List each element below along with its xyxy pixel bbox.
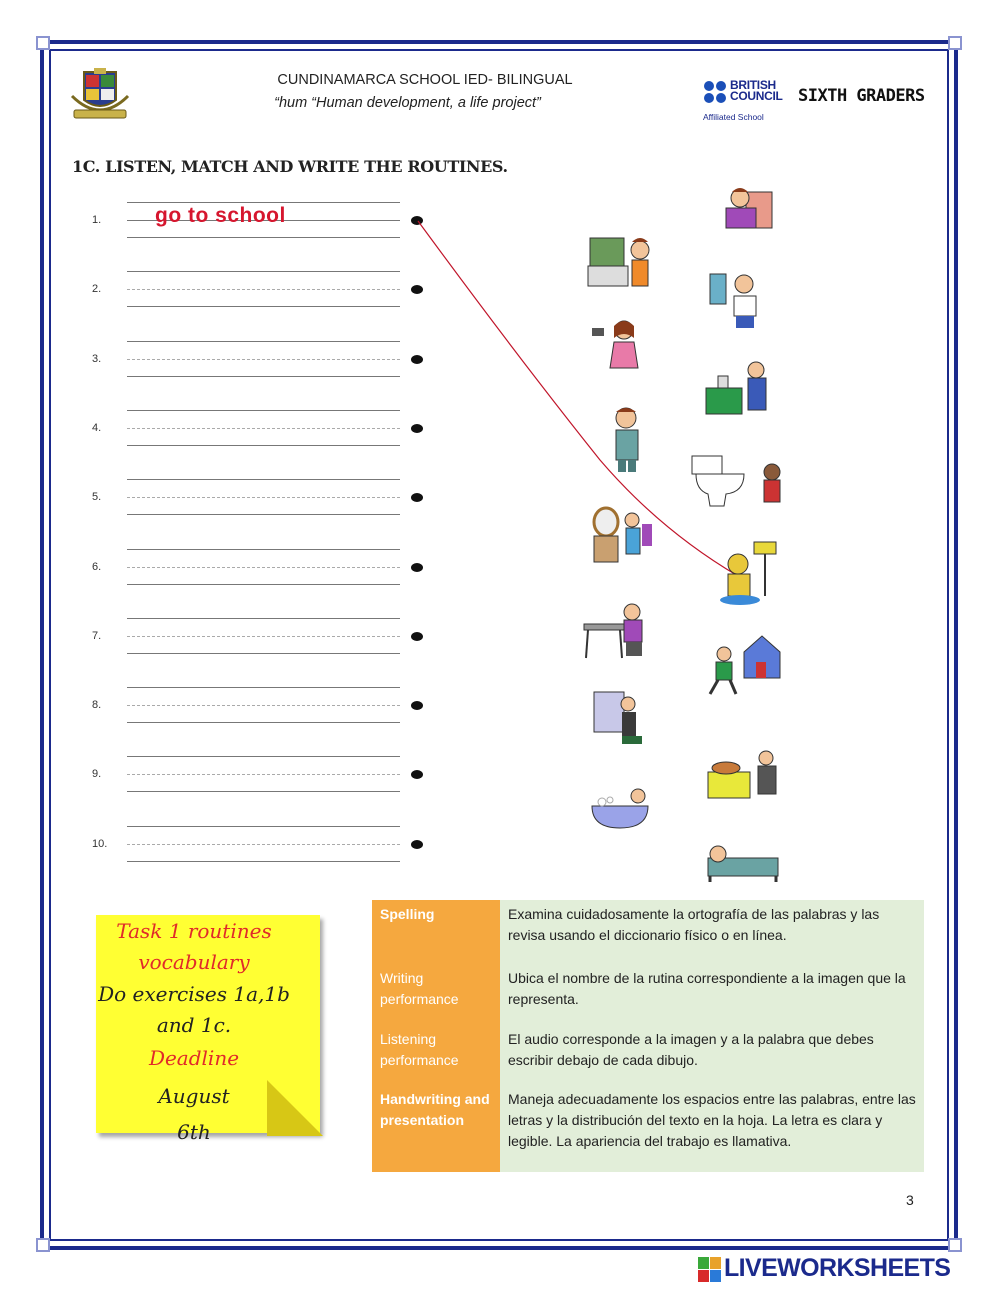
rubric-criterion: Listening performance [372,1025,500,1085]
match-dot[interactable] [411,216,423,225]
writing-line-top [127,271,400,272]
writing-line-bottom [127,584,400,585]
writing-line-top [127,618,400,619]
writing-line-bottom [127,514,400,515]
row-number: 8. [92,699,102,711]
answer-field-9[interactable] [127,774,400,775]
match-dot[interactable] [411,840,423,849]
match-dot[interactable] [411,701,423,710]
brush-hair-picture[interactable] [706,184,776,240]
writing-line-bottom [127,722,400,723]
liveworksheets-wordmark: LIVEWORKSHEETS [724,1254,951,1282]
exercise-title: 1C. LISTEN, MATCH AND WRITE THE ROUTINES. [72,157,508,176]
rubric-row [372,964,924,1025]
have-dinner-picture[interactable] [704,746,784,802]
answer-field-3[interactable] [127,359,400,360]
writing-line-bottom [127,376,400,377]
border-corner [948,36,962,50]
writing-line-bottom [127,237,400,238]
row-number: 3. [92,353,102,365]
school-motto: “hum “Human development, a life project” [274,95,541,111]
row-number: 2. [92,283,102,295]
sticky-line-2: vocabulary [138,950,250,974]
match-dot[interactable] [411,424,423,433]
british-council-logo [703,80,793,124]
row-number: 7. [92,630,102,642]
writing-line-top [127,756,400,757]
writing-line-bottom [127,861,400,862]
rubric-row [372,1085,924,1172]
match-dot[interactable] [411,285,423,294]
row-number: 6. [92,561,102,573]
get-dressed-picture[interactable] [588,504,658,566]
sticky-line-4: and 1c. [156,1013,232,1037]
sticky-line-7: 6th [177,1120,211,1144]
sticky-line-1: Task 1 routines [116,919,272,943]
writing-line-bottom [127,445,400,446]
row-number: 5. [92,491,102,503]
rubric-criterion: Handwriting and presentation [372,1085,500,1172]
match-dot[interactable] [411,632,423,641]
answer-field-8[interactable] [127,705,400,706]
study-picture[interactable] [582,596,658,660]
writing-line-bottom [127,306,400,307]
affiliation-label: Affiliated School [703,112,764,122]
sticky-line-3: Do exercises 1a,1b [98,982,290,1006]
wash-face-picture[interactable] [708,270,770,334]
writing-line-top [127,826,400,827]
row-number: 1. [92,214,102,226]
row-number: 4. [92,422,102,434]
match-dot[interactable] [411,770,423,779]
rubric-description: Examina cuidadosamente la ortografía de las palabras y las revisa usando el diccionario físico o en línea. [500,900,924,964]
brush-teeth-picture[interactable] [598,404,658,474]
border-corner [36,36,50,50]
watch-tv-picture[interactable] [586,232,666,292]
match-dot[interactable] [411,355,423,364]
british-council-dots-icon [703,80,727,104]
writing-line-top [127,341,400,342]
answer-row-1-text: go to school [155,204,286,227]
take-bath-picture[interactable] [588,782,658,836]
go-home-picture[interactable] [704,632,782,698]
writing-line-top [127,410,400,411]
answer-field-10[interactable] [127,844,400,845]
answer-field-7[interactable] [127,636,400,637]
rubric-row [372,1025,924,1085]
answer-field-2[interactable] [127,289,400,290]
answer-field-6[interactable] [127,567,400,568]
liveworksheets-logo[interactable] [698,1254,998,1288]
rubric-description: Maneja adecuadamente los espacios entre las palabras, entre las letras y la distribución del texto en la hoja. La letra es clara y legible. La apariencia del trabajo es llamativa. [500,1085,924,1172]
rubric-description: El audio corresponde a la imagen y a la palabra que debes escribir debajo de cada dibujo. [500,1025,924,1085]
match-dot[interactable] [411,563,423,572]
go-to-school-picture[interactable] [716,540,782,608]
dry-hair-picture[interactable] [588,316,648,378]
writing-line-top [127,549,400,550]
cook-picture[interactable] [704,356,778,418]
writing-line-bottom [127,653,400,654]
border-corner [36,1238,50,1252]
answer-field-5[interactable] [127,497,400,498]
go-to-bed-picture[interactable] [704,840,782,884]
sticky-line-6: August [158,1084,230,1108]
british-council-name: BRITISH COUNCIL [730,78,783,103]
row-number: 9. [92,768,102,780]
school-name: CUNDINAMARCA SCHOOL IED- BILINGUAL [277,72,573,88]
writing-line-top [127,687,400,688]
rubric-criterion: Spelling [372,900,500,964]
border-corner [948,1238,962,1252]
sticky-line-5: Deadline [148,1046,240,1070]
rubric-table [372,900,924,1172]
writing-line-bottom [127,791,400,792]
answer-field-4[interactable] [127,428,400,429]
page-number: 3 [906,1192,914,1208]
rubric-criterion: Writing performance [372,964,500,1025]
writing-line-top [127,479,400,480]
grade-label: SIXTH GRADERS [798,86,925,106]
match-dot[interactable] [411,493,423,502]
read-picture[interactable] [590,688,650,750]
rubric-description: Ubica el nombre de la rutina correspondiente a la imagen que la representa. [500,964,924,1025]
toilet-picture[interactable] [690,452,790,508]
row-number: 10. [92,838,108,850]
rubric-row [372,900,924,964]
writing-line-top [127,202,400,203]
liveworksheets-icon [698,1257,722,1283]
